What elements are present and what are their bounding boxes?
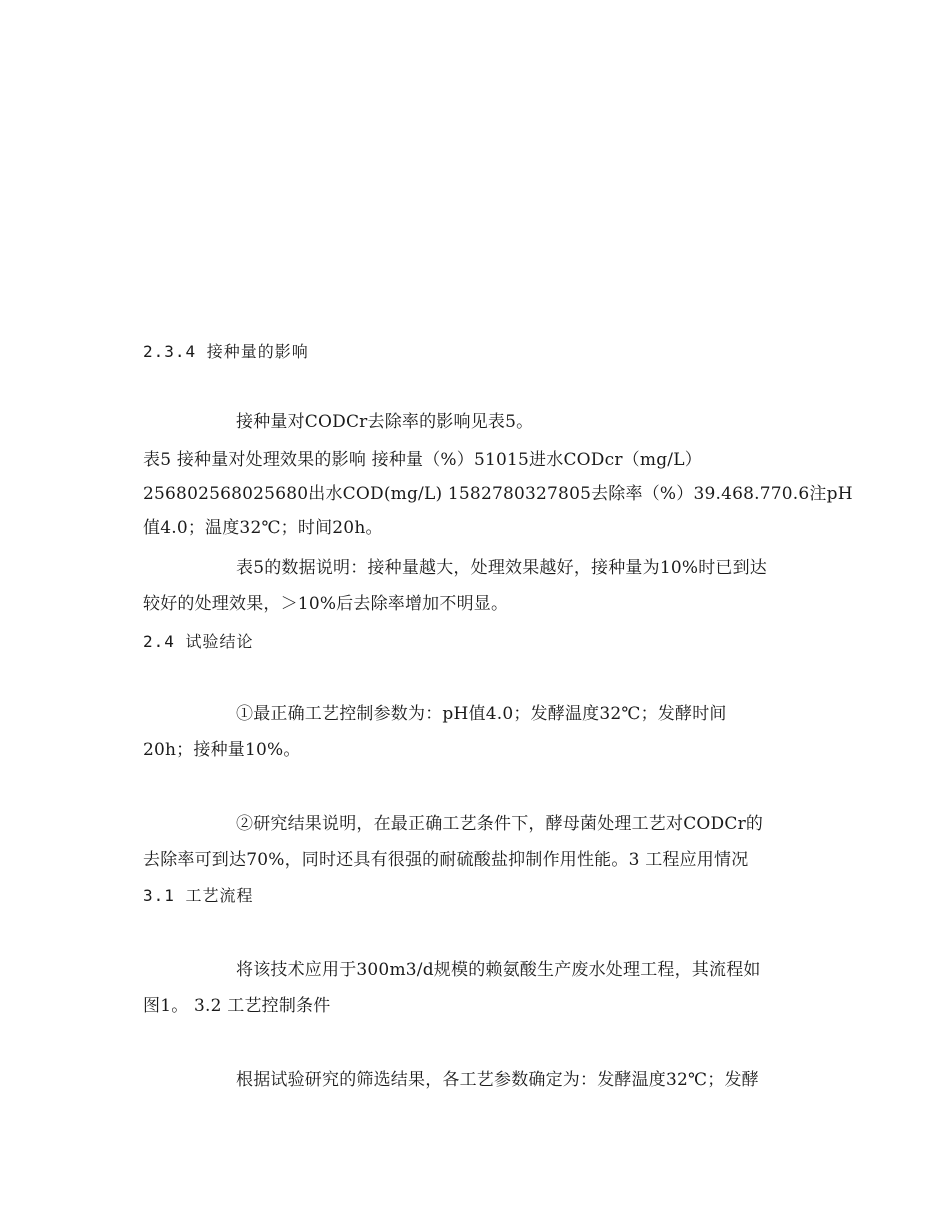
paragraph-inoculum-intro: 接种量对CODCr去除率的影响见表5。 — [236, 412, 534, 432]
paragraph-process-flow-line-2: 图1。 3.2 工艺控制条件 — [143, 996, 331, 1016]
section-heading-3-1: 3.1 工艺流程 — [143, 886, 254, 905]
conclusion-item-2-line-2: 去除率可到达70%，同时还具有很强的耐硫酸盐抑制作用性能。3 工程应用情况 — [143, 850, 749, 870]
paragraph-control-conditions-line-1: 根据试验研究的筛选结果，各工艺参数确定为：发酵温度32℃；发酵 — [236, 1070, 759, 1090]
table5-text-line-2: 256802568025680出水COD(mg/L) 1582780327805去除率（%）39.468.770.6注pH — [143, 484, 853, 504]
paragraph-table5-explanation-line-1: 表5的数据说明：接种量越大，处理效果越好，接种量为10%时已到达 — [236, 558, 767, 578]
paragraph-process-flow-line-1: 将该技术应用于300m3/d规模的赖氨酸生产废水处理工程，其流程如 — [236, 960, 761, 980]
conclusion-item-1-line-1: ①最正确工艺控制参数为：pH值4.0；发酵温度32℃；发酵时间 — [236, 704, 727, 724]
section-heading-2-3-4: 2.3.4 接种量的影响 — [143, 342, 309, 361]
conclusion-item-1-line-2: 20h；接种量10%。 — [143, 740, 301, 760]
table5-text-line-3: 值4.0；温度32℃；时间20h。 — [143, 518, 383, 538]
table5-text-line-1: 表5 接种量对处理效果的影响 接种量（%）51015进水CODcr（mg/L） — [143, 450, 702, 470]
section-heading-2-4: 2.4 试验结论 — [143, 632, 254, 651]
conclusion-item-2-line-1: ②研究结果说明，在最正确工艺条件下，酵母菌处理工艺对CODCr的 — [236, 814, 764, 834]
paragraph-table5-explanation-line-2: 较好的处理效果，＞10%后去除率增加不明显。 — [143, 594, 509, 614]
